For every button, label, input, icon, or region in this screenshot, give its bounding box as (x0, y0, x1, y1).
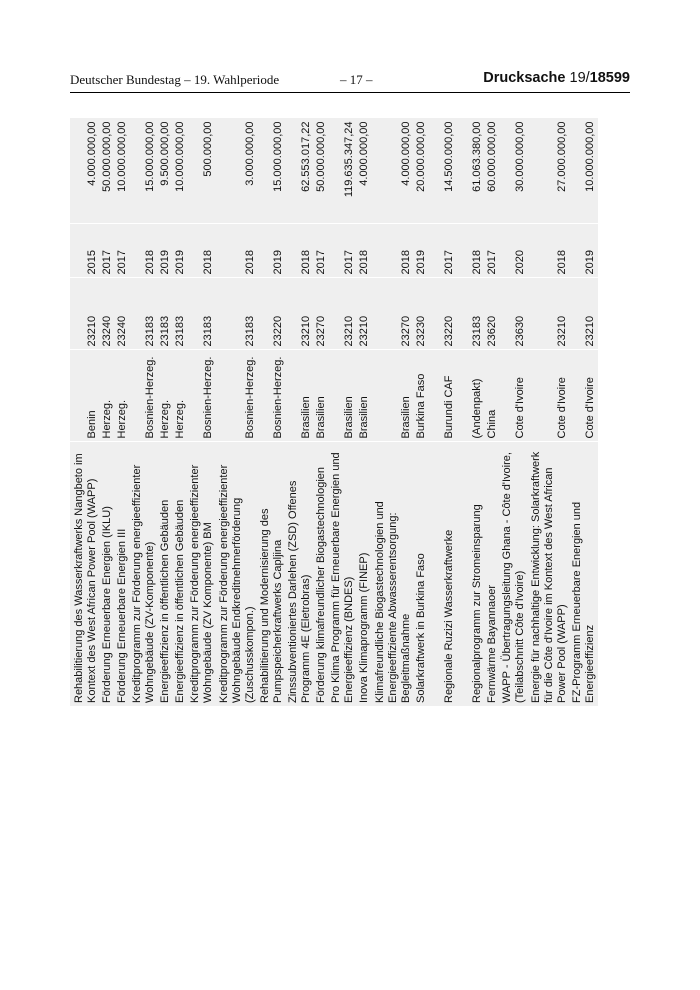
code-cell: 23220 (258, 278, 286, 350)
table-row (158, 118, 173, 706)
project-cell: Fernwärme Bayannaoer (485, 442, 500, 706)
country-cell: Cote d'Ivoire (500, 350, 528, 442)
year-cell: 2018 (216, 224, 258, 278)
project-cell: FZ-Programm Erneuerbare Energien und Energieeffizienz (570, 442, 598, 706)
code-cell: 23183 (216, 278, 258, 350)
amount-cell: 4.000.000,00 (70, 118, 100, 224)
document-label: Drucksache (483, 70, 566, 86)
project-cell: Kreditprogramm zur Förderung energieeffizienter Wohngebäude (ZV Komponente) BM (188, 442, 216, 706)
amount-cell: 30.000.000,00 (500, 118, 528, 224)
amount-cell: 4.000.000,00 (357, 118, 372, 224)
year-cell: 2017 (100, 224, 115, 278)
code-cell: 23210 (329, 278, 357, 350)
document-id: 18599 (589, 70, 630, 86)
country-cell: Brasilien (329, 350, 357, 442)
year-cell: 2017 (329, 224, 357, 278)
table-row (286, 118, 314, 706)
document-number (483, 70, 630, 86)
country-cell: Burundi CAF (429, 350, 457, 442)
rotated-table (70, 118, 628, 706)
table-row (528, 118, 570, 706)
code-cell: 23240 (115, 278, 130, 350)
amount-cell: 10.000.000,00 (115, 118, 130, 224)
amount-cell: 50.000.000,00 (314, 118, 329, 224)
funding-table (70, 118, 598, 707)
table-row (70, 118, 100, 706)
code-cell: 23240 (100, 278, 115, 350)
code-cell: 23630 (500, 278, 528, 350)
page-header (70, 72, 630, 93)
year-cell: 2019 (173, 224, 188, 278)
project-cell: Förderung Erneuerbare Energien III (115, 442, 130, 706)
table-row (258, 118, 286, 706)
country-cell: Herzeg. (158, 350, 173, 442)
amount-cell: 15.000.000,00 (258, 118, 286, 224)
document-series: 19/ (569, 70, 590, 86)
amount-cell: 62.553.017,22 (286, 118, 314, 224)
code-cell: 23183 (173, 278, 188, 350)
project-cell: Rehabilitierung und Modernisierung des Pumpspeicherkraftwerks Capljina (258, 442, 286, 706)
table-row (216, 118, 258, 706)
table-row (188, 118, 216, 706)
table-row (314, 118, 329, 706)
country-cell: Cote d'Ivoire (528, 350, 570, 442)
year-cell: 2020 (500, 224, 528, 278)
country-cell: Herzeg. (100, 350, 115, 442)
amount-cell: 500.000,00 (188, 118, 216, 224)
project-cell: Klimafreundliche Biogastechnologien und Energieeffiziente Abwasserentsorgung: Begleitmaßnahme (372, 442, 414, 706)
table-row (100, 118, 115, 706)
code-cell: 23230 (414, 278, 429, 350)
country-cell: Brasilien (372, 350, 414, 442)
year-cell: 2018 (286, 224, 314, 278)
page-number: – 17 – (340, 72, 373, 87)
year-cell: 2017 (485, 224, 500, 278)
country-cell: Cote d'Ivoire (570, 350, 598, 442)
project-cell: Regionalprogramm zur Stromeinsparung (457, 442, 485, 706)
year-cell: 2018 (130, 224, 158, 278)
project-cell: Regionale Ruzizi Wasserkraftwerke (429, 442, 457, 706)
table-row (329, 118, 357, 706)
rotated-table-area (70, 118, 628, 706)
amount-cell: 15.000.000,00 (130, 118, 158, 224)
amount-cell: 9.500.000,00 (158, 118, 173, 224)
code-cell: 23210 (286, 278, 314, 350)
project-cell: Solarkraftwerk in Burkina Faso (414, 442, 429, 706)
country-cell: Bosnien-Herzeg. (216, 350, 258, 442)
country-cell: Brasilien (286, 350, 314, 442)
project-cell: Förderung Erneuerbare Energien (IKLU) (100, 442, 115, 706)
country-cell: Brasilien (314, 350, 329, 442)
project-cell: Kreditprogramm zur Förderung energieeffizienter Wohngebäude Endkreditnehmerförderung (Zuschusskompon.) (216, 442, 258, 706)
year-cell: 2017 (115, 224, 130, 278)
code-cell: 23220 (429, 278, 457, 350)
table-row (457, 118, 485, 706)
code-cell: 23183 (457, 278, 485, 350)
year-cell: 2019 (158, 224, 173, 278)
year-cell: 2018 (357, 224, 372, 278)
table-row (130, 118, 158, 706)
code-cell: 23620 (485, 278, 500, 350)
amount-cell: 50.000.000,00 (100, 118, 115, 224)
amount-cell: 61.063.380,00 (457, 118, 485, 224)
code-cell: 23210 (528, 278, 570, 350)
year-cell: 2019 (414, 224, 429, 278)
code-cell: 23183 (188, 278, 216, 350)
code-cell: 23270 (372, 278, 414, 350)
project-cell: Energie für nachhaltige Entwicklung: Solarkraftwerk für die Côte d'Ivoire im Kontext des West African Power Pool (WAPP) (528, 442, 570, 706)
year-cell: 2018 (528, 224, 570, 278)
year-cell: 2017 (429, 224, 457, 278)
amount-cell: 10.000.000,00 (173, 118, 188, 224)
year-cell: 2019 (258, 224, 286, 278)
table-row (372, 118, 414, 706)
year-cell: 2018 (457, 224, 485, 278)
table-row (173, 118, 188, 706)
country-cell: China (485, 350, 500, 442)
parliament-title: Deutscher Bundestag – 19. Wahlperiode (70, 72, 280, 87)
project-cell: Kreditprogramm zur Förderung energieeffizienter Wohngebäude (ZV-Komponente) (130, 442, 158, 706)
year-cell: 2018 (372, 224, 414, 278)
table-body (70, 118, 598, 706)
amount-cell: 14.500.000,00 (429, 118, 457, 224)
country-cell: Bosnien-Herzeg. (188, 350, 216, 442)
code-cell: 23210 (570, 278, 598, 350)
table-row (500, 118, 528, 706)
year-cell: 2019 (570, 224, 598, 278)
country-cell: Herzeg. (115, 350, 130, 442)
project-cell: Energieeffizienz in öffentlichen Gebäuden (173, 442, 188, 706)
code-cell: 23183 (158, 278, 173, 350)
country-cell: Burkina Faso (414, 350, 429, 442)
year-cell: 2017 (314, 224, 329, 278)
amount-cell: 27.000.000,00 (528, 118, 570, 224)
project-cell: Rehabilitierung des Wasserkraftwerks Nangbeto im Kontext des West African Power Pool (WAPP) (70, 442, 100, 706)
amount-cell: 60.000.000,00 (485, 118, 500, 224)
table-row (357, 118, 372, 706)
amount-cell: 10.000.000,00 (570, 118, 598, 224)
table-row (570, 118, 598, 706)
amount-cell: 3.000.000,00 (216, 118, 258, 224)
project-cell: Energieeffizienz in öffentlichen Gebäuden (158, 442, 173, 706)
amount-cell: 4.000.000,00 (372, 118, 414, 224)
project-cell: Pro Klima Programm für Erneuerbare Energien und Energieeffizienz (BNDES) (329, 442, 357, 706)
year-cell: 2015 (70, 224, 100, 278)
country-cell: (Andenpakt) (457, 350, 485, 442)
year-cell: 2018 (188, 224, 216, 278)
country-cell: Brasilien (357, 350, 372, 442)
amount-cell: 119.635.347,24 (329, 118, 357, 224)
table-row (414, 118, 429, 706)
code-cell: 23210 (70, 278, 100, 350)
project-cell: Zinssubventioniertes Darlehen (ZSD) Offenes Programm 4E (Eletrobras) (286, 442, 314, 706)
table-row (485, 118, 500, 706)
amount-cell: 20.000.000,00 (414, 118, 429, 224)
code-cell: 23183 (130, 278, 158, 350)
code-cell: 23270 (314, 278, 329, 350)
country-cell: Bosnien-Herzeg. (130, 350, 158, 442)
project-cell: Inova Klimaprogramm (FINEP) (357, 442, 372, 706)
table-row (429, 118, 457, 706)
project-cell: Förderung klimafreundlicher Biogastechnologien (314, 442, 329, 706)
country-cell: Herzeg. (173, 350, 188, 442)
table-row (115, 118, 130, 706)
project-cell: WAPP - Übertragungsleitung Ghana - Côte d'Ivoire, (Teilabschnitt Côte d'Ivoire) (500, 442, 528, 706)
country-cell: Bosnien-Herzeg. (258, 350, 286, 442)
country-cell: Benin (70, 350, 100, 442)
code-cell: 23210 (357, 278, 372, 350)
